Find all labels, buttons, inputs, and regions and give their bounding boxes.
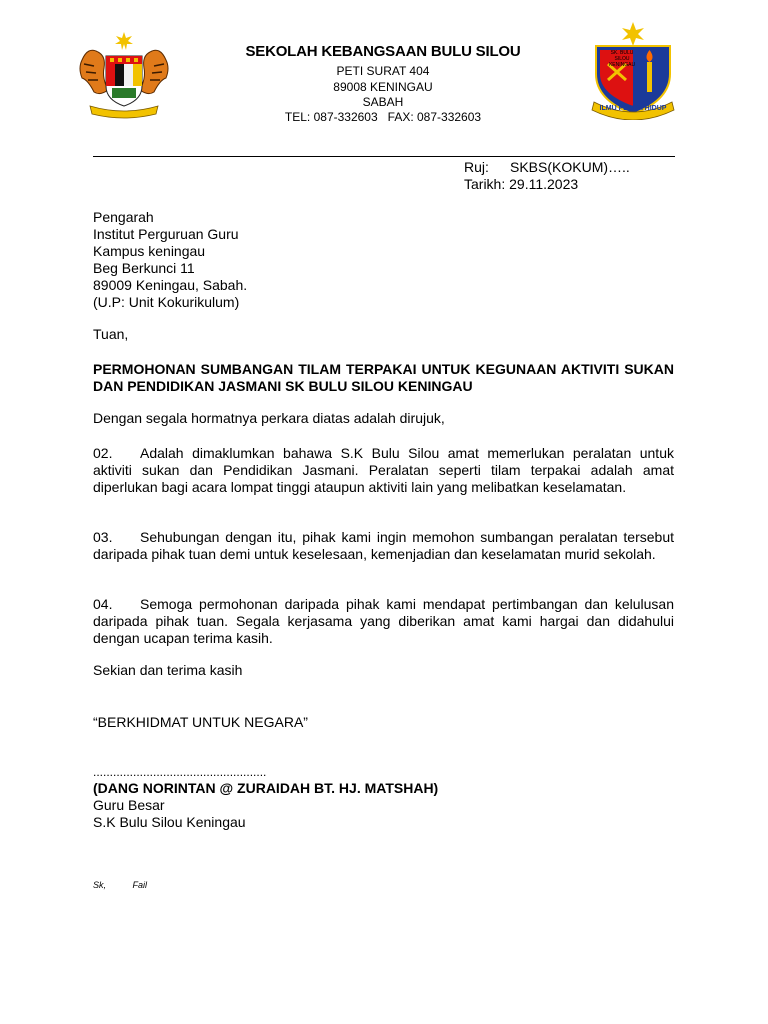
paragraph-04	[93, 596, 674, 647]
recipient-line: 89009 Keningau, Sabah.	[93, 277, 248, 293]
badge-motto: ILMU PELITA HIDUP	[599, 105, 667, 112]
paragraph-text: Semoga permohonan daripada pihak kami mendapat pertimbangan dan kelulusan daripada pihak tuan. Segala kerjasama yang diberikan amat kami hargai dan didahului dengan ucapan terima kasih.	[93, 596, 674, 646]
address-line: 89008 KENINGAU	[333, 80, 433, 94]
ruj-label: Ruj:	[464, 159, 489, 175]
paragraph-number: 04.	[93, 596, 113, 612]
address-line: PETI SURAT 404	[336, 64, 430, 78]
motto-line: “BERKHIDMAT UNTUK NEGARA”	[93, 714, 308, 730]
badge-top-text: SK. BULU SILOU KENINGAU	[608, 50, 636, 68]
recipient-line: (U.P: Unit Kokurikulum)	[93, 294, 240, 310]
salutation: Tuan,	[93, 326, 129, 342]
reference-tarikh	[464, 176, 578, 193]
subject-heading: PERMOHONAN SUMBANGAN TILAM TERPAKAI UNTUK KEGUNAAN AKTIVITI SUKAN DAN PENDIDIKAN JASMANI SK BULU SILOU KENINGAU	[93, 361, 674, 394]
school-badge-logo	[588, 20, 678, 120]
signatory-organisation: S.K Bulu Silou Keningau	[93, 814, 246, 830]
opening-line: Dengan segala hormatnya perkara diatas adalah dirujuk,	[93, 410, 445, 426]
recipient-line: Kampus keningau	[93, 243, 206, 259]
paragraph-number: 02.	[93, 445, 113, 461]
reference-ruj	[464, 159, 630, 176]
address-line: SABAH	[362, 95, 404, 109]
cc-fail: Fail	[132, 880, 148, 890]
paragraph-02	[93, 445, 674, 496]
recipient-line: Beg Berkunci 11	[93, 260, 195, 276]
signature-dots: ....................................................	[93, 765, 267, 779]
tarikh-label: Tarikh:	[464, 176, 506, 192]
letterhead-divider	[93, 156, 675, 157]
recipient-address	[93, 209, 674, 311]
contact-line: TEL: 087-332603 FAX: 087-332603	[284, 110, 482, 124]
signatory-title: Guru Besar	[93, 797, 165, 813]
paragraph-text: Sehubungan dengan itu, pihak kami ingin memohon sumbangan peralatan tersebut daripada pihak tuan demi untuk keselesaan, kemenjadian dan keselamatan murid sekolah.	[93, 529, 674, 562]
paragraph-text: Adalah dimaklumkan bahawa S.K Bulu Silou amat memerlukan peralatan untuk aktiviti sukan dan Pendidikan Jasmani. Peralatan seperti tilam terpakai adalah amat diperlukan bagi acara lompat tinggi ataupun aktiviti lain yang melibatkan keselamatan.	[93, 445, 674, 495]
paragraph-03	[93, 529, 674, 563]
recipient-line: Pengarah	[93, 209, 154, 225]
paragraph-number: 03.	[93, 529, 113, 545]
school-name: SEKOLAH KEBANGSAAN BULU SILOU	[245, 43, 521, 60]
cc-sk: Sk,	[93, 880, 107, 890]
coat-of-arms-logo	[76, 30, 172, 122]
signatory-name: (DANG NORINTAN @ ZURAIDAH BT. HJ. MATSHAH)	[93, 780, 439, 796]
recipient-line: Institut Perguruan Guru	[93, 226, 239, 242]
closing-line: Sekian dan terima kasih	[93, 662, 243, 678]
carbon-copy	[93, 880, 171, 890]
ruj-value: SKBS(KOKUM)…..	[510, 159, 630, 175]
tarikh-value: 29.11.2023	[509, 176, 579, 192]
